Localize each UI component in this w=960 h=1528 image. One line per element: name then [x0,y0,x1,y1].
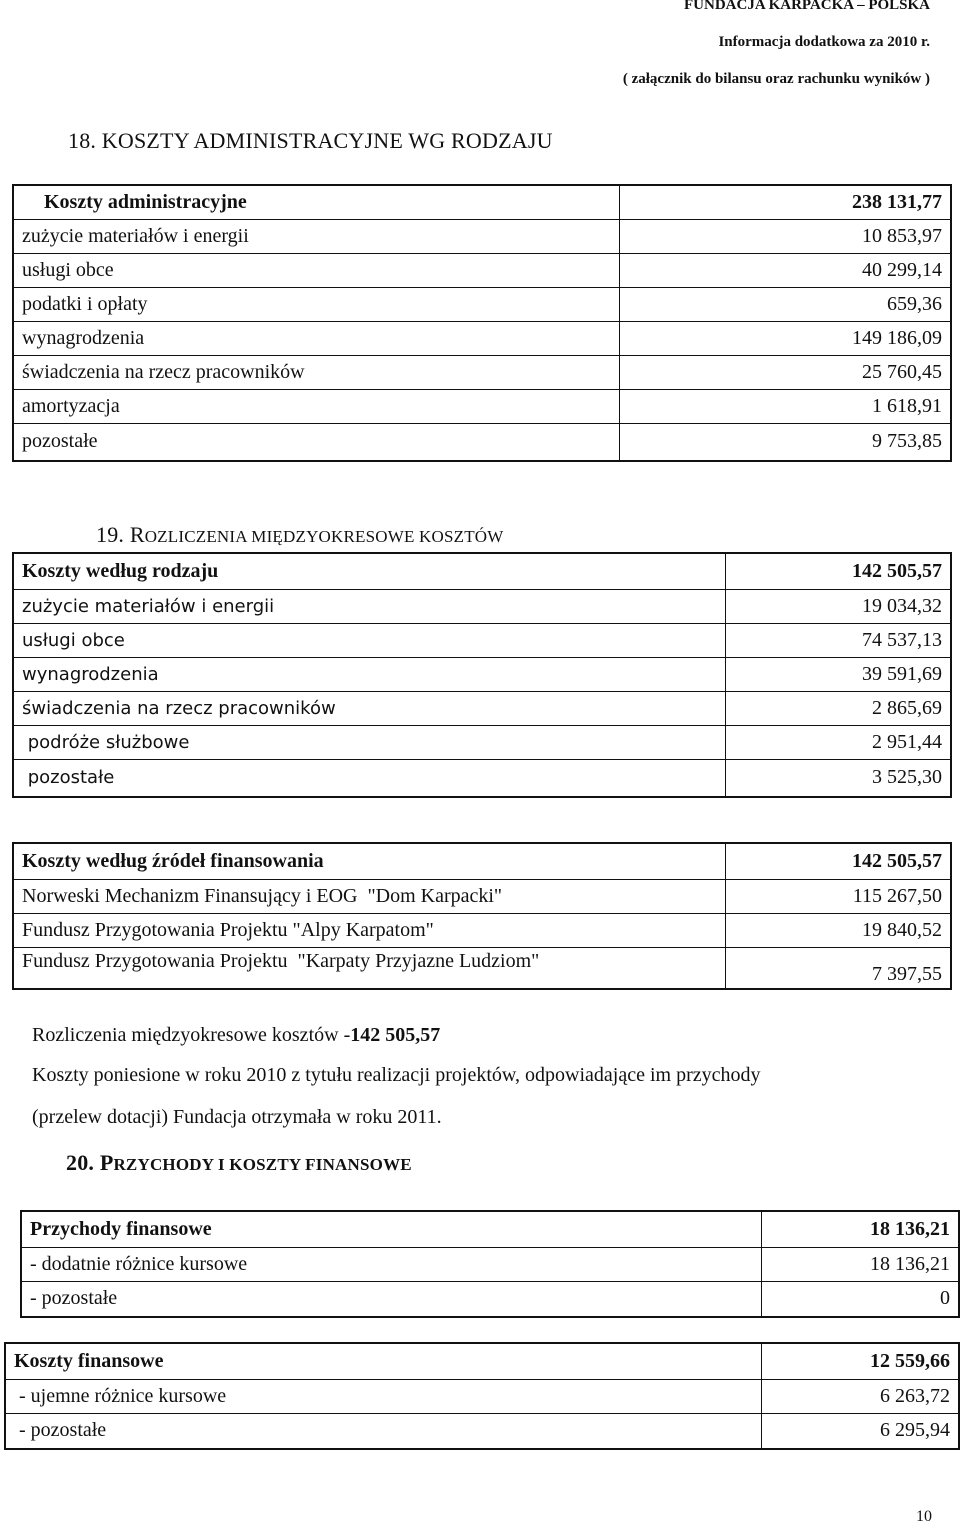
row-value: 10 853,97 [619,219,951,253]
accruals-note-line1: Koszty poniesione w roku 2010 z tytułu realizacji projektów, odpowiadające im przychody [32,1064,761,1086]
row-value: 149 186,09 [619,321,951,355]
table-row [5,1343,959,1379]
table-row [13,623,951,657]
row-label: Fundusz Przygotowania Projektu "Alpy Karpatom" [13,913,725,947]
row-label: amortyzacja [13,389,619,423]
row-label: Przychody finansowe [21,1211,761,1247]
admin-costs-table [12,184,952,462]
accruals-by-source-table [12,842,952,990]
row-value: 3 525,30 [725,759,951,797]
header-info: Informacja dodatkowa za 2010 r. [718,34,930,50]
section-18-title: 18. KOSZTY ADMINISTRACYJNE WG RODZAJU [68,128,553,153]
row-value: 7 397,55 [725,947,951,989]
section-19-title: 19. ROZLICZENIA MIĘDZYOKRESOWE KOSZTÓW [96,522,504,547]
row-value: 0 [761,1281,959,1317]
row-label: podatki i opłaty [13,287,619,321]
row-label: Fundusz Przygotowania Projektu "Karpaty Przyjazne Ludziom" [13,947,725,989]
table-row [13,589,951,623]
row-value: 25 760,45 [619,355,951,389]
row-label: podróże służbowe [13,725,725,759]
row-label: - dodatnie różnice kursowe [21,1247,761,1281]
row-label: świadczenia na rzecz pracowników [13,355,619,389]
row-value: 115 267,50 [725,879,951,913]
row-value: 19 034,32 [725,589,951,623]
table-row [13,287,951,321]
table-row [13,657,951,691]
row-value: 142 505,57 [725,553,951,589]
row-value: 2 865,69 [725,691,951,725]
row-label: Koszty administracyjne [13,185,619,219]
financial-income-table [20,1210,960,1318]
table-row [13,553,951,589]
table-row [13,423,951,461]
table-row [13,725,951,759]
row-value: 142 505,57 [725,843,951,879]
row-value: 6 295,94 [761,1413,959,1449]
table-row [13,389,951,423]
row-value: 18 136,21 [761,1247,959,1281]
table-row [13,355,951,389]
table-row [13,759,951,797]
table-row [5,1413,959,1449]
header-org: FUNDACJA KARPACKA – POLSKA [684,0,930,13]
row-label: zużycie materiałów i energii [13,589,725,623]
table-row [13,691,951,725]
row-label: Koszty według rodzaju [13,553,725,589]
row-label: wynagrodzenia [13,657,725,691]
row-label: zużycie materiałów i energii [13,219,619,253]
table-row [13,913,951,947]
row-label: - pozostałe [5,1413,761,1449]
row-value: 12 559,66 [761,1343,959,1379]
table-row [13,219,951,253]
row-label: Koszty finansowe [5,1343,761,1379]
header-note: ( załącznik do bilansu oraz rachunku wyników ) [622,71,930,87]
row-value: 19 840,52 [725,913,951,947]
table-row [21,1211,959,1247]
table-row [13,879,951,913]
table-row [21,1247,959,1281]
row-label: pozostałe [13,423,619,461]
page-number: 10 [916,1508,932,1525]
row-label: usługi obce [13,623,725,657]
accruals-note-line2: (przelew dotacji) Fundacja otrzymała w roku 2011. [32,1106,442,1128]
row-value: 40 299,14 [619,253,951,287]
table-row [13,321,951,355]
table-row [5,1379,959,1413]
row-value: 2 951,44 [725,725,951,759]
financial-costs-table [4,1342,960,1450]
row-label: świadczenia na rzecz pracowników [13,691,725,725]
row-label: Norweski Mechanizm Finansujący i EOG "Dom Karpacki" [13,879,725,913]
row-value: 9 753,85 [619,423,951,461]
table-row [13,843,951,879]
row-value: 39 591,69 [725,657,951,691]
row-label: wynagrodzenia [13,321,619,355]
table-row [13,253,951,287]
accruals-summary: Rozliczenia międzyokresowe kosztów -142 505,57 [32,1024,441,1046]
row-value: 74 537,13 [725,623,951,657]
table-row [21,1281,959,1317]
section-20-title: 20. PRZYCHODY I KOSZTY FINANSOWE [66,1150,412,1175]
row-label: Koszty według źródeł finansowania [13,843,725,879]
row-label: pozostałe [13,759,725,797]
row-value: 238 131,77 [619,185,951,219]
table-row [13,947,951,989]
row-label: - pozostałe [21,1281,761,1317]
row-value: 659,36 [619,287,951,321]
row-value: 18 136,21 [761,1211,959,1247]
accruals-by-type-table [12,552,952,798]
table-row [13,185,951,219]
row-value: 1 618,91 [619,389,951,423]
row-label: usługi obce [13,253,619,287]
row-value: 6 263,72 [761,1379,959,1413]
row-label: - ujemne różnice kursowe [5,1379,761,1413]
